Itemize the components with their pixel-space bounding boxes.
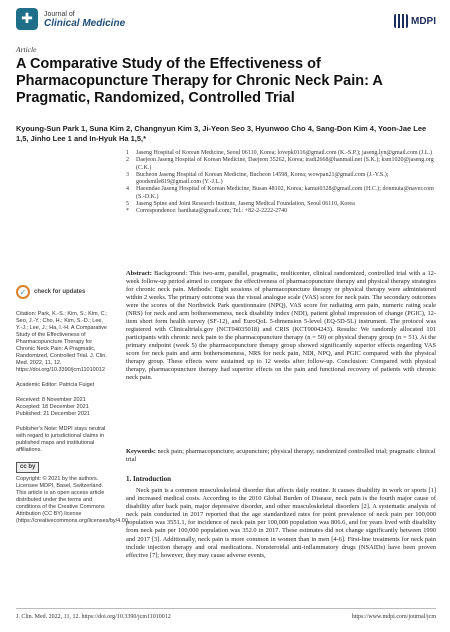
affiliations: [126, 150, 436, 216]
publisher-logo[interactable]: [394, 14, 436, 28]
article-type: Article: [16, 45, 37, 54]
copyright: Copyright: © 2021 by the authors. Licensee MDPI, Basel, Switzerland. This article is an open access article distributed under the terms and conditions of the Creative Commons Attribution (CC BY) license (https://creativecommons.org/licenses/by/4.0/).: [16, 476, 130, 524]
affiliation-2: [126, 157, 436, 172]
author-list: Kyoung-Sun Park 1, Suna Kim 2, Changnyun Kim 3, Ji-Yeon Seo 3, Hyunwoo Cho 4, Sang-Don Kim 4, Yoon-Jae Lee 1,5, Jinho Lee 1 and In-Hyuk Ha 1,5,*: [16, 124, 427, 143]
dates: [16, 397, 108, 418]
publisher-note: Publisher's Note: MDPI stays neutral with regard to jurisdictional claims in published maps and institutional affiliations.: [16, 426, 106, 453]
date-published: Published: 21 December 2021: [16, 411, 90, 417]
journal-link[interactable]: https://www.mdpi.com/journal/jcm: [351, 614, 436, 620]
affiliation-number: 1: [126, 150, 129, 156]
abstract: [126, 270, 436, 382]
date-received: Received: 8 November 2021: [16, 397, 86, 403]
affiliation-number: 4: [126, 186, 129, 193]
check-updates-button[interactable]: [16, 285, 108, 299]
section-heading: 1. Introduction: [126, 475, 171, 483]
affiliation-3: [126, 172, 436, 187]
affiliation-number: *: [126, 208, 129, 215]
correspondence: [126, 208, 436, 215]
affiliation-5: [126, 201, 436, 208]
article-title: A Comparative Study of the Effectiveness of Pharmacopuncture Therapy for Chronic Neck Pain: A Pragmatic, Randomized, Controlled Trial: [16, 56, 383, 106]
publisher-name: MDPI: [411, 15, 436, 27]
abstract-text: Background: This two-arm, parallel, pragmatic, multicenter, clinical randomized, controlled trial with a 12-week follow-up period aimed to compare the effectiveness of pharmacopuncture therapy and physical therapy strategies for chronic neck pain. Methods: Eight sessions of pharmacopuncture therapy or physical therapy were administered within 2 weeks. The primary outcome was the visual analogue scale (VAS) score for neck pain. The secondary outcomes were the scores of the Northwick Park questionnaire (NPQ), VAS score for radiating arm pain, numeric rating scale (NRS) for neck and arm bothersomeness, neck disability index (NDI), patient global impression of change (PGIC), 12-item short form health survey (SF-12), and EuroQoL 5-dimension 5-level (EQ-5D-5L) instrument. The protocol was registered with Clinicaltrials.gov (NCT04035018) and CRIS (KCT0004243). Results: We randomly allocated 101 participants with chronic neck pain to the pharmacopuncture therapy (n = 50) or physical therapy group (n = 51). At the primary endpoint (week 5) the pharmacopuncture therapy group showed significantly superior effects regarding VAS score for neck pain and arm bothersomeness, NRS for neck pain, NDI, NPQ, and PGIC compared with the physical therapy group. These effects were sustained up to 12 weeks after follow-up. Conclusion: Compared with physical therapy, pharmacopuncture therapy had superior effects on the pain and functional recovery of patients with chronic neck pain.: [126, 270, 436, 381]
affiliation-text: Haeundae Jaseng Hospital of Korean Medicine, Busan 48102, Korea; kamui0328@gmail.com (H.C.); donmuta@naver.com (S.-D.K.): [136, 186, 434, 200]
stethoscope-icon: ✚: [16, 8, 38, 30]
keywords-label: Keywords:: [126, 448, 156, 455]
affiliation-text: Jaseng Spine and Joint Research Institute, Jaseng Medical Foundation, Seoul 06110, Korea: [136, 201, 355, 208]
article-sidebar: [16, 285, 130, 533]
footer-citation: J. Clin. Med. 2022, 11, 12. https://doi.org/10.3390/jcm11010012: [16, 614, 171, 620]
check-updates-label: check for updates: [34, 288, 86, 295]
affiliation-4: [126, 186, 436, 201]
keywords-text: neck pain; pharmacopuncture; acupuncture; physical therapy; randomized controlled trial; pragmatic clinical trial: [126, 448, 436, 463]
affiliation-number: 3: [126, 171, 129, 178]
journal-logo[interactable]: [16, 8, 125, 30]
footer-divider: [16, 608, 436, 609]
journal-name-main: Clinical Medicine: [44, 18, 126, 29]
introduction-text: Neck pain is a common musculoskeletal disorder that affects daily routine. It causes disability in work or sports [1] and increased medical costs. According to the 2010 Global Burden of Disease, neck pain is the fourth major cause of disability after back pain, major depressive disorder, and other musculoskeletal disorders [2]. A systematic analysis of neck pain conducted in 2017 reported that the age standardized rates for point prevalence of neck pain per 100,000 population was 3551.1, for incidence of neck pain per 100,000 population was 806.6, and for years lived with disability from neck pain per 100,000 population was 352.0 in 2017. These estimates did not change significantly between 1990 and 2017 [3]. Additionally, neck pain is more common in women than in men [4-6]. First-line treatments for neck pain include injection therapy and oral medications. Nonsteroidal anti-inflammatory drugs (NSAIDs) have been proven effective [7]; however, they may cause adverse events,: [126, 487, 436, 559]
affiliation-number: 5: [126, 201, 129, 208]
journal-name: [44, 10, 125, 28]
citation: Citation: Park, K.-S.; Kim, S.; Kim, C.; Seo, J.-Y.; Cho, H.; Kim, S.-D.; Lee, Y.-J.; Lee, J.; Ha, I.-H. A Comparative Study of the Effectiveness of Pharmacopuncture Therapy for Chronic Neck Pain: A Pragmatic, Randomized, Controlled Trial. J. Clin. Med. 2022, 11, 12. https://doi.org/10.3390/jcm11010012: [16, 311, 108, 373]
check-updates-icon: ✓: [16, 285, 30, 299]
date-accepted: Accepted: 18 December 2021: [16, 404, 89, 410]
keywords: [126, 448, 436, 464]
academic-editor: Academic Editor: Patricia Fuiget: [16, 382, 95, 388]
correspondence-text: Correspondence: hanihata@gmail.com; Tel.: +82-2-2222-2740: [136, 208, 288, 215]
affiliation-text: Bucheon Jaseng Hospital of Korean Medicine, Bucheon 14598, Korea; wowpan21@gmail.com (J.-Y.S.); goodsmile819@gmail.com (Y.-J.L.): [136, 171, 389, 186]
affiliation-text: Daejeon Jaseng Hospital of Korean Medicine, Daejeon 35262, Korea; tradi2668@hanmail.net (S.K.); ksm1020@jaseng.org (C.K.): [136, 157, 434, 171]
affiliation-number: 2: [126, 157, 129, 164]
journal-name-prefix: Journal of: [44, 11, 75, 18]
abstract-label: Abstract:: [126, 270, 152, 277]
affiliation-text: Jaseng Hospital of Korean Medicine, Seoul 06110, Korea; lovepk0116@gmail.com (K.-S.P.); jaseng.lyn@gmail.com (J.L.): [136, 150, 433, 156]
mdpi-logo-icon: [394, 14, 408, 28]
cc-license-badge[interactable]: cc by: [16, 462, 39, 473]
page-footer: [16, 614, 436, 620]
